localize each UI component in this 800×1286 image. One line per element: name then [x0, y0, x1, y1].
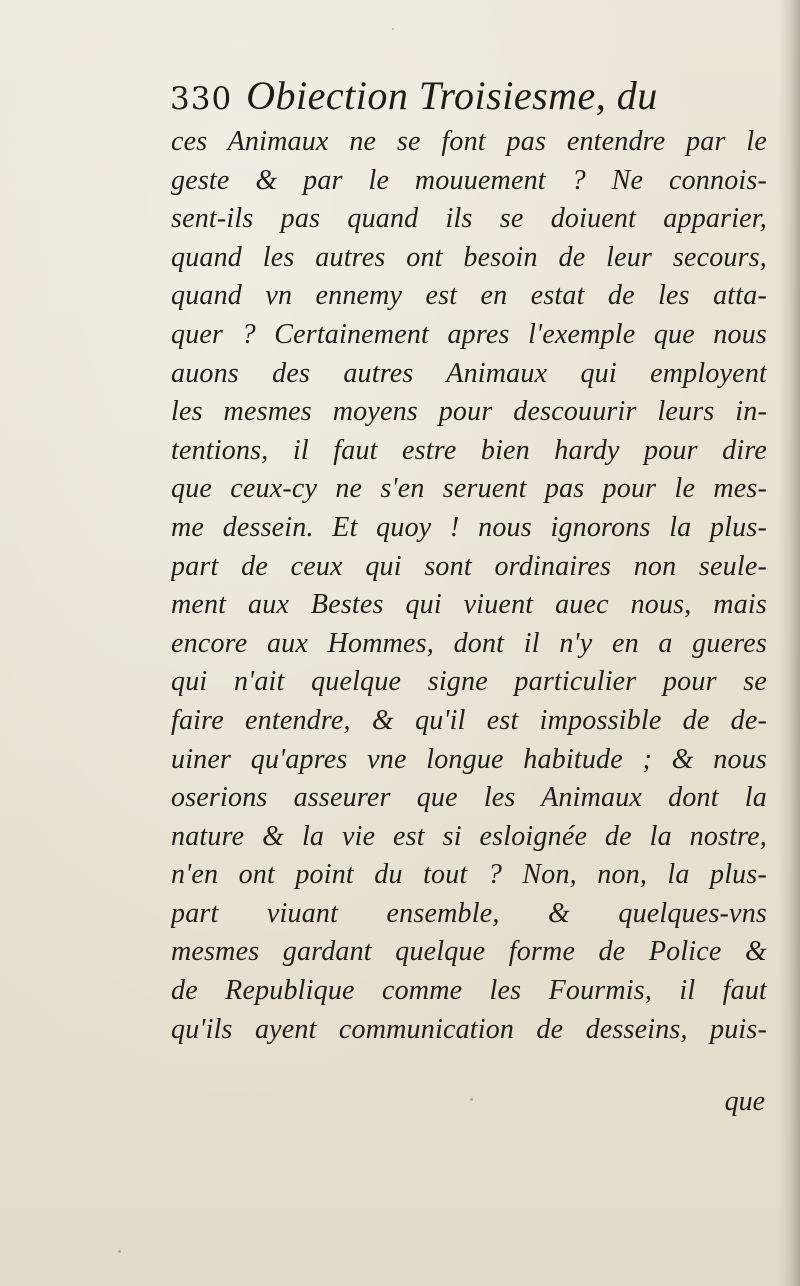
text-line: quer ? Certainement apres l'exemple que nous: [171, 318, 767, 350]
catchword: que: [724, 1086, 765, 1117]
text-line: part viuant ensemble, & quelques-vns: [171, 897, 767, 929]
page-edge-shadow: [778, 0, 800, 1286]
text-line: oserions asseurer que les Animaux dont la: [171, 782, 767, 814]
running-title: Obiection Troisiesme, du: [246, 73, 658, 118]
text-line: faire entendre, & qu'il est impossible de de-: [171, 704, 767, 736]
text-line: uiner qu'apres vne longue habitude ; & nous: [171, 743, 767, 775]
text-line: quand les autres ont besoin de leur secours,: [171, 241, 767, 273]
paper-speck: [470, 1098, 473, 1101]
text-line: geste & par le mouuement ? Ne connois-: [171, 164, 767, 196]
text-line: nature & la vie est si esloignée de la nostre,: [171, 820, 767, 852]
text-line: ment aux Bestes qui viuent auec nous, mais: [171, 589, 767, 621]
body-text: [171, 123, 767, 1049]
text-line: que ceux-cy ne s'en seruent pas pour le mes-: [171, 473, 767, 505]
text-line: qu'ils ayent communication de desseins, puis-: [171, 1013, 767, 1045]
text-line: les mesmes moyens pour descouurir leurs in-: [171, 396, 767, 428]
text-line: quand vn ennemy est en estat de les atta-: [171, 280, 767, 312]
text-line: qui n'ait quelque signe particulier pour se: [171, 666, 767, 698]
text-line: auons des autres Animaux qui employent: [171, 357, 767, 389]
text-line: part de ceux qui sont ordinaires non seule-: [171, 550, 767, 582]
text-line: me dessein. Et quoy ! nous ignorons la plus-: [171, 511, 767, 543]
text-line: sent-ils pas quand ils se doiuent apparier,: [171, 203, 767, 235]
paper-speck: [392, 28, 394, 30]
text-line: mesmes gardant quelque forme de Police &: [171, 936, 767, 968]
text-line: n'en ont point du tout ? Non, non, la plus-: [171, 859, 767, 891]
paper-speck: [118, 1250, 121, 1253]
text-line: ces Animaux ne se font pas entendre par le: [171, 126, 767, 157]
running-head: [170, 72, 710, 124]
text-line: encore aux Hommes, dont il n'y en a gueres: [171, 627, 767, 659]
text-line: de Republique comme les Fourmis, il faut: [171, 975, 767, 1007]
text-line: tentions, il faut estre bien hardy pour dire: [171, 434, 767, 466]
page-number: 330: [170, 81, 233, 117]
